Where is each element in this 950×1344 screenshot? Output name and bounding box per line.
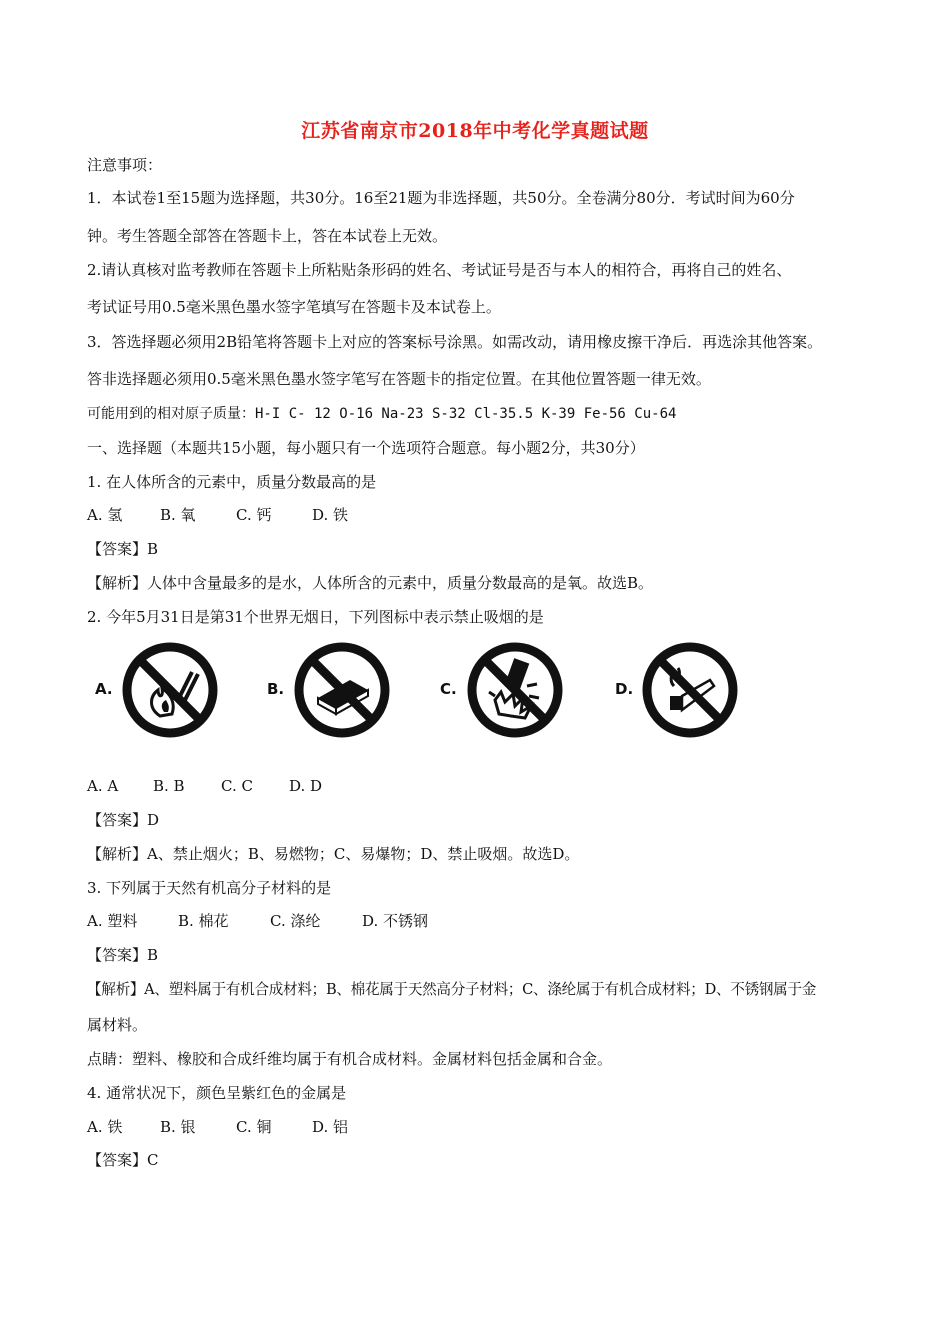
q4-options <box>87 1117 348 1137</box>
no-smoking-icon <box>640 640 740 740</box>
q2-option-c: C. C <box>221 777 253 795</box>
note-1-line-2: 钟。考生答题全部答在答题卡上，答在本试卷上无效。 <box>87 227 448 245</box>
q3-analysis-line-2: 属材料。 <box>87 1016 148 1034</box>
q3-option-d: D. 不锈钢 <box>362 912 429 930</box>
q1-options <box>87 505 348 525</box>
q2-option-b: B. B <box>153 777 185 795</box>
note-2-line-1: 2.请认真核对监考教师在答题卡上所粘贴条形码的姓名、考试证号是否与本人的相符合，再将自己的姓名、 <box>87 261 792 279</box>
sign-b <box>267 640 407 740</box>
page-title: 江苏省南京市2018年中考化学真题试题 <box>301 120 649 142</box>
q2-option-d: D. D <box>289 777 323 795</box>
q1-stem: 1. 在人体所含的元素中，质量分数最高的是 <box>87 473 377 491</box>
notes-heading: 注意事项： <box>87 156 163 174</box>
atomic-masses: 可能用到的相对原子质量：H-I C- 12 O-16 Na-23 S-32 Cl-35.5 K-39 Fe-56 Cu-64 <box>87 406 677 422</box>
sign-d-label: D. <box>615 680 634 698</box>
q2-option-a: A. A <box>87 777 119 795</box>
q3-stem: 3. 下列属于天然有机高分子材料的是 <box>87 879 332 897</box>
q1-option-b: B. 氧 <box>160 506 196 524</box>
q4-answer: 【答案】C <box>87 1151 159 1169</box>
q2-analysis: 【解析】A、禁止烟火；B、易燃物；C、易爆物；D、禁止吸烟。故选D。 <box>87 845 580 863</box>
q4-option-c: C. 铜 <box>236 1118 272 1136</box>
q1-option-a: A. 氢 <box>87 506 123 524</box>
q3-options <box>87 911 428 931</box>
q1-analysis: 【解析】人体中含量最多的是水，人体所含的元素中，质量分数最高的是氧。故选B。 <box>87 574 654 592</box>
q3-analysis-line-1: 【解析】A、塑料属于有机合成材料；B、棉花属于天然高分子材料；C、涤纶属于有机合成材料；D、不锈钢属于金 <box>87 981 817 998</box>
note-3-line-2: 答非选择题必须用0.5毫米黑色墨水签字笔写在答题卡的指定位置。在其他位置答题一律无效。 <box>87 370 711 388</box>
q1-option-d: D. 铁 <box>312 506 349 524</box>
q1-answer: 【答案】B <box>87 540 159 558</box>
sign-a-label: A. <box>95 680 113 698</box>
note-1-line-1: 1．本试卷1至15题为选择题，共30分。16至21题为非选择题，共50分。全卷满分80分．考试时间为60分 <box>87 189 795 207</box>
no-explosive-material-icon <box>465 640 565 740</box>
sign-a <box>95 640 235 740</box>
q4-option-b: B. 银 <box>160 1118 196 1136</box>
section-heading: 一、选择题（本题共15小题，每小题只有一个选项符合题意。每小题2分，共30分） <box>87 439 645 457</box>
no-flammable-material-icon <box>292 640 392 740</box>
no-open-flame-icon <box>120 640 220 740</box>
q3-answer: 【答案】B <box>87 946 159 964</box>
q4-stem: 4. 通常状况下，颜色呈紫红色的金属是 <box>87 1084 347 1102</box>
q4-option-d: D. 铝 <box>312 1118 349 1136</box>
q3-tip: 点睛：塑料、橡胶和合成纤维均属于有机合成材料。金属材料包括金属和合金。 <box>87 1050 613 1068</box>
sign-c <box>440 640 580 740</box>
q3-option-c: C. 涤纶 <box>270 912 321 930</box>
q2-answer: 【答案】D <box>87 811 160 829</box>
q2-options <box>87 776 322 796</box>
q4-option-a: A. 铁 <box>87 1118 123 1136</box>
sign-b-label: B. <box>267 680 285 698</box>
note-3-line-1: 3．答选择题必须用2B铅笔将答题卡上对应的答案标号涂黑。如需改动，请用橡皮擦干净后．再选涂其他答案。 <box>87 333 823 351</box>
q3-option-b: B. 棉花 <box>178 912 229 930</box>
note-2-line-2: 考试证号用0.5毫米黑色墨水签字笔填写在答题卡及本试卷上。 <box>87 298 501 316</box>
sign-d <box>615 640 755 740</box>
q1-option-c: C. 钙 <box>236 506 272 524</box>
q2-stem: 2. 今年5月31日是第31个世界无烟日，下列图标中表示禁止吸烟的是 <box>87 608 544 626</box>
q3-option-a: A. 塑料 <box>87 912 138 930</box>
sign-c-label: C. <box>440 680 457 698</box>
q2-sign-images <box>95 640 795 740</box>
